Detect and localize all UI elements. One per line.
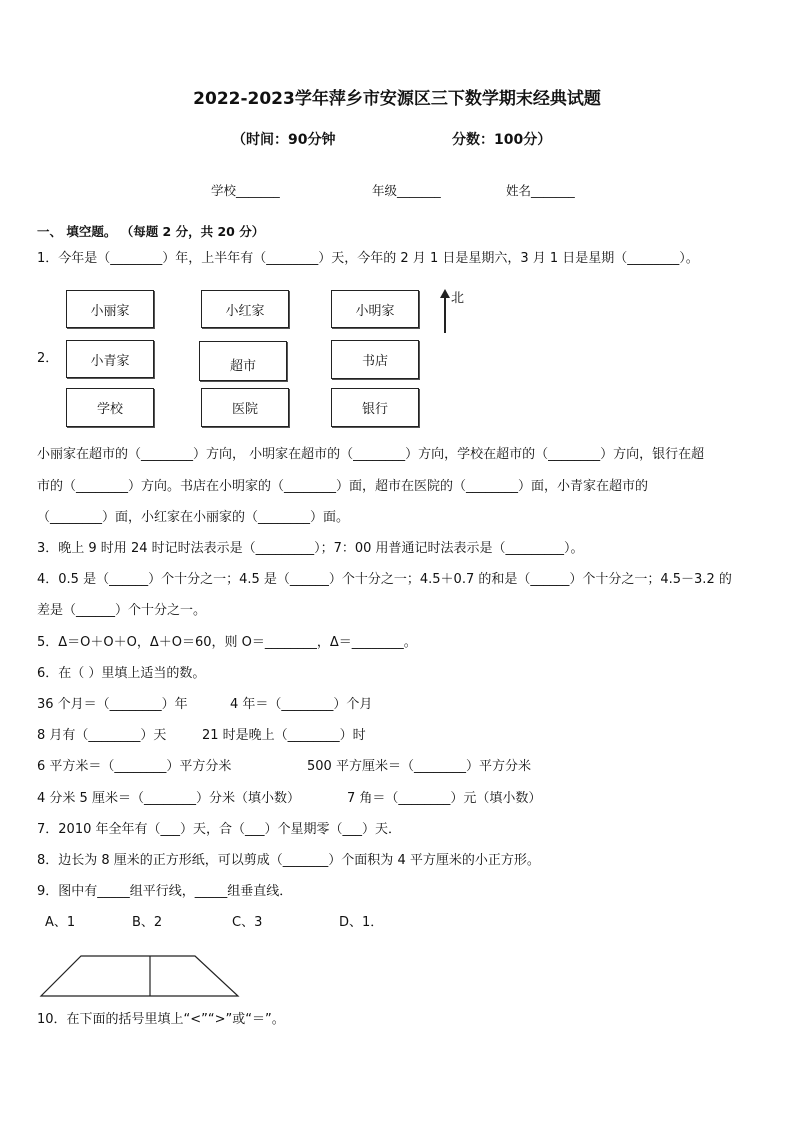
question-6-item-1a: 36 个月＝（________）年 (37, 697, 188, 712)
question-1: 1．今年是（________）年，上半年有（________）天，今年的 2 月 1 日是星期六，3 月 1 日是星期（________）。 (37, 251, 699, 266)
option-b: B、2 (132, 915, 163, 930)
grade-field: 年级_______ (372, 183, 441, 198)
question-6-item-1b: 4 年＝（________）个月 (230, 697, 373, 712)
map-box-xiaohong-home: 小红家 (201, 290, 289, 328)
question-2-text-1: 小丽家在超市的（________）方向， 小明家在超市的（________）方向，学校在超市的（________）方向，银行在超 (37, 447, 705, 462)
map-box-bookstore: 书店 (331, 340, 419, 379)
question-6-item-3a: 6 平方米＝（________）平方分米 (37, 759, 232, 774)
north-label: 北 (451, 291, 465, 306)
trapezoid-figure (38, 953, 243, 999)
question-4-line-1: 4．0.5 是（______）个十分之一；4.5 是（______）个十分之一；4.5＋0.7 的和是（______）个十分之一；4.5－3.2 的 (37, 572, 732, 587)
exam-time: （时间：90分钟 (232, 132, 336, 148)
question-9-stem: 9．图中有_____组平行线，_____组垂直线． (37, 884, 293, 899)
north-arrow-head-icon (439, 289, 451, 299)
map-box-supermarket: 超市 (199, 341, 287, 381)
question-6-item-4b: 7 角＝（________）元（填小数） (347, 791, 542, 806)
option-c: C、3 (232, 915, 263, 930)
question-6-stem: 6．在（ ）里填上适当的数。 (37, 666, 206, 681)
question-4-line-2: 差是（______）个十分之一。 (37, 603, 207, 618)
map-box-school: 学校 (66, 388, 154, 427)
question-8: 8．边长为 8 厘米的正方形纸，可以剪成（_______）个面积为 4 平方厘米的小正方形。 (37, 853, 540, 868)
question-10: 10．在下面的括号里填上“<”“>”或“＝”。 (37, 1012, 285, 1027)
option-a: A、1 (45, 915, 76, 930)
question-7: 7．2010 年全年有（___）天，合（___）个星期零（___）天． (37, 822, 401, 837)
section-heading: 一、 填空题。 （每题 2 分，共 20 分） (37, 224, 265, 239)
question-6-item-4a: 4 分米 5 厘米＝（________）分米（填小数） (37, 791, 300, 806)
map-box-xiaoli-home: 小丽家 (66, 290, 154, 328)
exam-score: 分数：100分） (452, 132, 552, 148)
map-box-hospital: 医院 (201, 388, 289, 427)
question-6-item-3b: 500 平方厘米＝（________）平方分米 (307, 759, 531, 774)
question-3: 3．晚上 9 时用 24 时记时法表示是（_________）；7：00 用普通记时法表示是（_________）。 (37, 541, 584, 556)
map-box-bank: 银行 (331, 388, 419, 427)
question-6-item-2b: 21 时是晚上（________）时 (202, 728, 366, 743)
map-box-xiaoqing-home: 小青家 (66, 340, 154, 378)
option-d: D、1． (339, 915, 384, 930)
question-2-number: 2． (37, 351, 59, 366)
name-field: 姓名_______ (506, 183, 575, 198)
school-field: 学校_______ (211, 183, 280, 198)
question-6-item-2a: 8 月有（________）天 (37, 728, 167, 743)
page-title: 2022-2023学年萍乡市安源区三下数学期末经典试题 (193, 89, 601, 109)
map-box-xiaoming-home: 小明家 (331, 290, 419, 328)
question-2-text-2: 市的（________）方向。书店在小明家的（________）面，超市在医院的（________）面，小青家在超市的 (37, 479, 649, 494)
question-2-text-3: （________）面，小红家在小丽家的（________）面。 (37, 510, 350, 525)
north-arrow (444, 294, 446, 333)
question-5: 5．Δ＝O＋O＋O，Δ＋O＝60，则 O＝________，Δ＝________。 (37, 635, 417, 650)
